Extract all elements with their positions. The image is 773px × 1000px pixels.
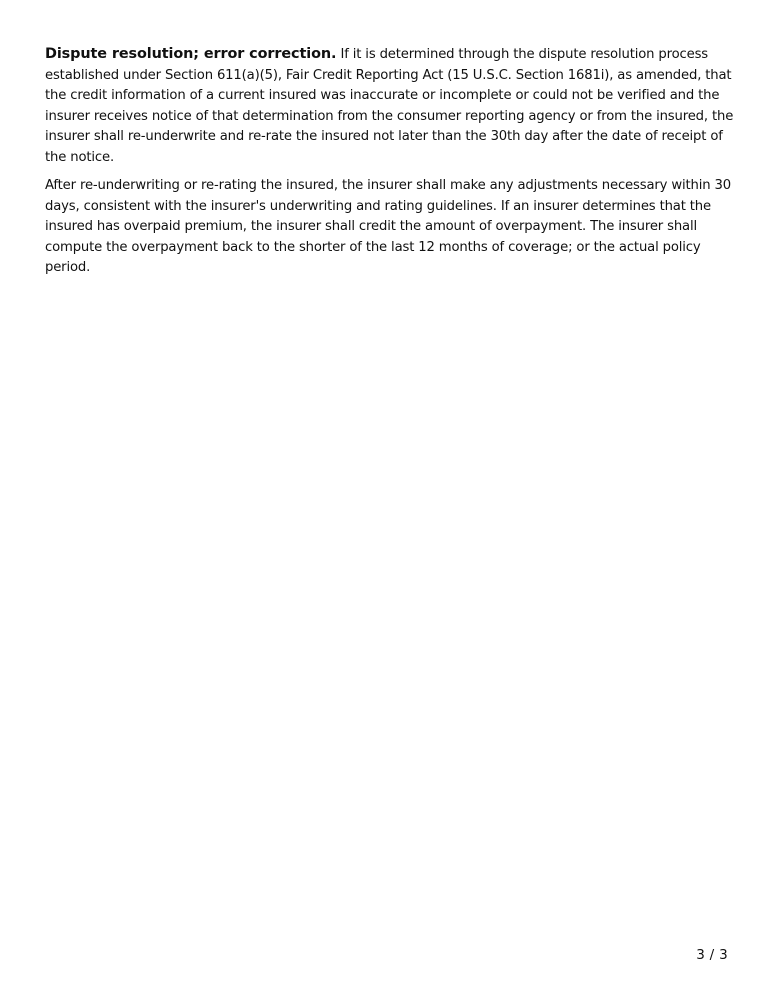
paragraph-heading: Dispute resolution; error correction. — [45, 46, 337, 62]
paragraph-text: If it is determined through the dispute resolution process established under Section 611(a)(5), Fair Credit Reporting Act (15 U.S.C. Section 1681i), as amended, that the credit information of a current insured was inaccurate or incomplete or could not be verified and the insurer receives notice of that determination from the consumer reporting agency or from the insured, the insurer shall re-underwrite and re-rate the insured not later than the 30th day after the date of receipt of the notice. — [45, 47, 734, 165]
paragraph-dispute-resolution — [45, 44, 735, 168]
paragraph-adjustments — [45, 176, 735, 279]
paragraph-text: After re-underwriting or re-rating the insured, the insurer shall make any adjustments necessary within 30 days, consistent with the insurer's underwriting and rating guidelines. If an insurer determines that the insured has overpaid premium, the insurer shall credit the amount of overpayment. The insurer shall compute the overpayment back to the shorter of the last 12 months of coverage; or the actual policy period. — [45, 178, 731, 275]
page-number: 3 / 3 — [696, 947, 728, 963]
document-body — [45, 44, 735, 279]
